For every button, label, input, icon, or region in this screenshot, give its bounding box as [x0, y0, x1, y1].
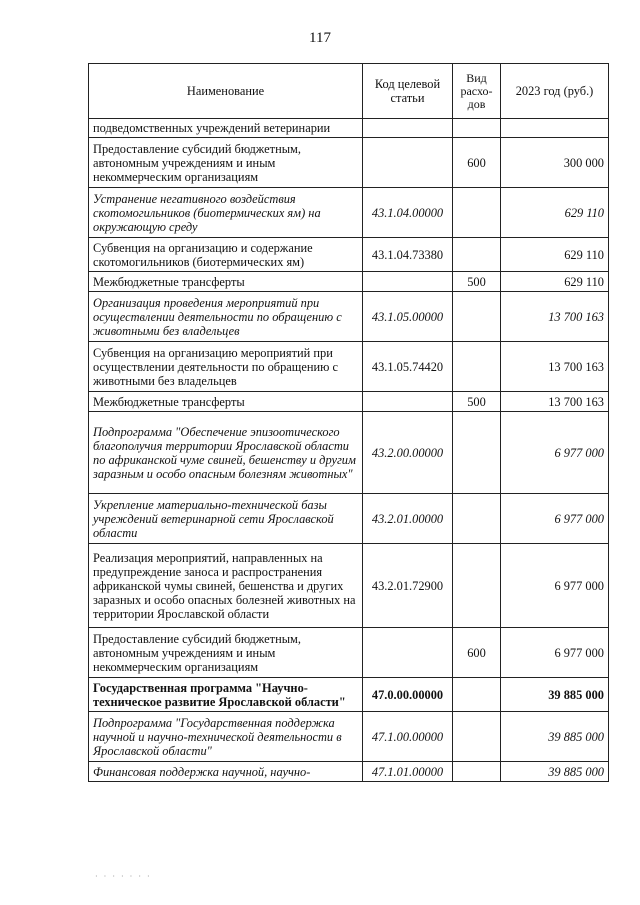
- table-row: [89, 544, 609, 628]
- cell-amount: 6 977 000: [501, 494, 609, 544]
- cell-kvr: [453, 119, 501, 138]
- table-row: [89, 138, 609, 188]
- cell-code: 43.2.00.00000: [363, 412, 453, 494]
- cell-code: 43.2.01.00000: [363, 494, 453, 544]
- cell-name: Межбюджетные трансферты: [89, 272, 363, 292]
- table-row: [89, 762, 609, 782]
- page-number: 117: [309, 30, 331, 46]
- cell-name: Субвенция на организацию и содержание скотомогильников (биотермических ям): [89, 238, 363, 272]
- table-row: [89, 292, 609, 342]
- cell-amount: [501, 119, 609, 138]
- cell-amount: 39 885 000: [501, 762, 609, 782]
- table-row: [89, 628, 609, 678]
- cell-kvr: 500: [453, 392, 501, 412]
- cell-code: [363, 138, 453, 188]
- cell-kvr: 600: [453, 138, 501, 188]
- cell-kvr: [453, 544, 501, 628]
- cell-kvr: [453, 762, 501, 782]
- table-row: [89, 678, 609, 712]
- cell-kvr: [453, 188, 501, 238]
- cell-code: 43.1.05.74420: [363, 342, 453, 392]
- table-row: [89, 238, 609, 272]
- header-name: Наименование: [89, 64, 363, 119]
- cell-name: Организация проведения мероприятий при осуществлении деятельности по обращению с животными без владельцев: [89, 292, 363, 342]
- cell-kvr: [453, 712, 501, 762]
- cell-amount: 13 700 163: [501, 292, 609, 342]
- cell-code: [363, 392, 453, 412]
- cell-code: 43.1.05.00000: [363, 292, 453, 342]
- budget-table: [88, 63, 609, 782]
- scan-artifact: · · · · · · ·: [95, 872, 152, 881]
- cell-name: Укрепление материально-технической базы учреждений ветеринарной сети Ярославской области: [89, 494, 363, 544]
- table-header-row: [89, 64, 609, 119]
- cell-name: Субвенция на организацию мероприятий при осуществлении деятельности по обращению с животными без владельцев: [89, 342, 363, 392]
- cell-name: Предоставление субсидий бюджетным, автономным учреждениям и иным некоммерческим организациям: [89, 628, 363, 678]
- cell-kvr: [453, 494, 501, 544]
- cell-code: 47.1.00.00000: [363, 712, 453, 762]
- cell-code: 47.0.00.00000: [363, 678, 453, 712]
- cell-amount: 13 700 163: [501, 392, 609, 412]
- cell-amount: 629 110: [501, 238, 609, 272]
- cell-name: Устранение негативного воздействия скотомогильников (биотермических ям) на окружающую среду: [89, 188, 363, 238]
- table-row: [89, 272, 609, 292]
- cell-code: 43.2.01.72900: [363, 544, 453, 628]
- cell-code: 43.1.04.00000: [363, 188, 453, 238]
- table-row: [89, 188, 609, 238]
- cell-kvr: [453, 678, 501, 712]
- table-row: [89, 712, 609, 762]
- cell-code: [363, 119, 453, 138]
- cell-amount: 629 110: [501, 188, 609, 238]
- cell-code: 43.1.04.73380: [363, 238, 453, 272]
- header-amount: 2023 год (руб.): [501, 64, 609, 119]
- cell-amount: 6 977 000: [501, 628, 609, 678]
- cell-name: Межбюджетные трансферты: [89, 392, 363, 412]
- table-row: [89, 412, 609, 494]
- cell-amount: 629 110: [501, 272, 609, 292]
- table-row: [89, 494, 609, 544]
- cell-kvr: [453, 238, 501, 272]
- cell-kvr: [453, 342, 501, 392]
- cell-amount: 6 977 000: [501, 412, 609, 494]
- table-row: [89, 392, 609, 412]
- cell-name: Финансовая поддержка научной, научно-: [89, 762, 363, 782]
- cell-name: Реализация мероприятий, направленных на предупреждение заноса и распространения африканской чумы свиней, бешенства и других заразных и особо опасных болезней животных на территории Ярославской области: [89, 544, 363, 628]
- cell-amount: 13 700 163: [501, 342, 609, 392]
- cell-code: 47.1.01.00000: [363, 762, 453, 782]
- cell-name: подведомственных учреждений ветеринарии: [89, 119, 363, 138]
- cell-name: Предоставление субсидий бюджетным, автономным учреждениям и иным некоммерческим организациям: [89, 138, 363, 188]
- cell-name: Государственная программа "Научно-техническое развитие Ярославской области": [89, 678, 363, 712]
- table-row: [89, 119, 609, 138]
- header-kvr: Вид расхо-дов: [453, 64, 501, 119]
- cell-code: [363, 628, 453, 678]
- cell-name: Подпрограмма "Обеспечение эпизоотического благополучия территории Ярославской области по африканской чуме свиней, бешенству и другим заразным и особо опасным болезням животных": [89, 412, 363, 494]
- header-code: Код целевой статьи: [363, 64, 453, 119]
- table-row: [89, 342, 609, 392]
- cell-code: [363, 272, 453, 292]
- cell-amount: 39 885 000: [501, 678, 609, 712]
- cell-amount: 300 000: [501, 138, 609, 188]
- cell-amount: 6 977 000: [501, 544, 609, 628]
- cell-name: Подпрограмма "Государственная поддержка научной и научно-технической деятельности в Ярославской области": [89, 712, 363, 762]
- cell-kvr: 500: [453, 272, 501, 292]
- cell-kvr: [453, 292, 501, 342]
- cell-kvr: 600: [453, 628, 501, 678]
- cell-kvr: [453, 412, 501, 494]
- cell-amount: 39 885 000: [501, 712, 609, 762]
